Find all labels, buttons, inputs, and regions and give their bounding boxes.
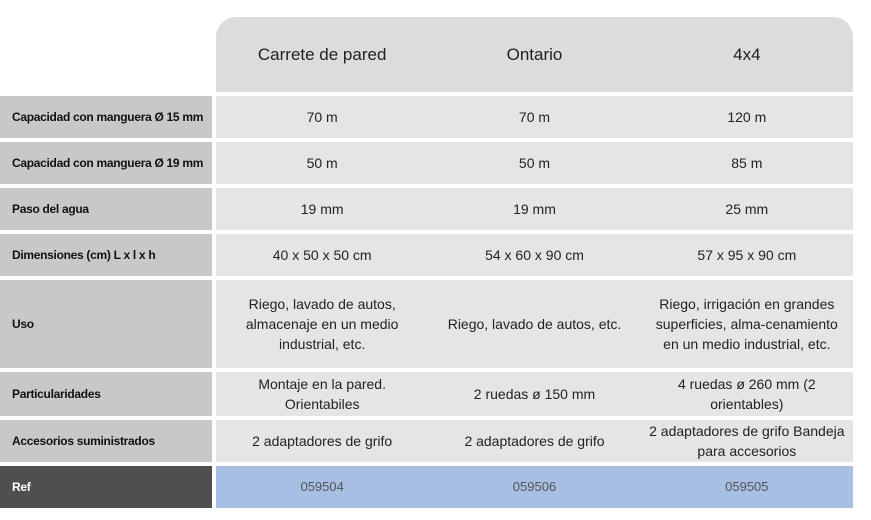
table-cell: 54 x 60 x 90 cm: [485, 247, 584, 263]
table-row: [0, 234, 853, 276]
table-cell: 120 m: [727, 109, 767, 125]
table-cell: 70 m: [306, 109, 338, 125]
table-cell: 2 ruedas ø 150 mm: [473, 386, 596, 402]
ref-row: [0, 466, 853, 508]
ref-code: 059505: [725, 479, 769, 494]
table-cell: 50 m: [518, 155, 551, 171]
table-cell: 25 mm: [725, 201, 769, 217]
table-row: [0, 280, 853, 368]
row-label: Capacidad con manguera Ø 15 mm: [0, 96, 212, 138]
table-cell: 57 x 95 x 90 cm: [697, 247, 797, 263]
table-row: [0, 96, 853, 138]
table-row: [0, 420, 853, 462]
table-row: [0, 142, 853, 184]
table-row: [0, 188, 853, 230]
table-cell: Riego, lavado de autos, etc.: [447, 316, 622, 332]
table-cell: 40 x 50 x 50 cm: [272, 247, 372, 263]
table-cell: Montaje en la pared. Orientabiles: [258, 376, 386, 412]
table-header: [216, 17, 853, 92]
table-cell: 2 adaptadores de grifo: [252, 433, 393, 449]
column-header-4x4: 4x4: [733, 44, 761, 64]
ref-code: 059506: [512, 479, 557, 494]
ref-label: Ref: [0, 466, 212, 508]
table-cell: 70 m: [518, 109, 551, 125]
column-header-ontario: Ontario: [506, 44, 563, 64]
table-cell: 4 ruedas ø 260 mm (2 orientables): [677, 376, 816, 412]
row-label: Paso del agua: [0, 188, 212, 230]
ref-code: 059504: [300, 479, 344, 494]
row-label: Uso: [0, 280, 212, 368]
row-label: Particularidades: [0, 372, 212, 416]
table-cell: 19 mm: [300, 201, 344, 217]
row-label: Capacidad con manguera Ø 19 mm: [0, 142, 212, 184]
table-cell: 2 adaptadores de grifo Bandeja para accesorios: [649, 423, 845, 459]
table-cell: Riego, irrigación en grandes superficies, alma-cenamiento en un medio industrial, etc.: [655, 296, 838, 352]
column-header-carrete: Carrete de pared: [257, 44, 387, 64]
table-cell: Riego, lavado de autos, almacenaje en un medio industrial, etc.: [245, 296, 399, 352]
table-cell: 2 adaptadores de grifo: [464, 433, 605, 449]
table-cell: 19 mm: [513, 201, 556, 217]
row-label: Dimensiones (cm) L x l x h: [0, 234, 212, 276]
table-row: [0, 372, 853, 416]
table-cell: 85 m: [731, 155, 763, 171]
table-cell: 50 m: [306, 155, 338, 171]
row-label: Accesorios suministrados: [0, 420, 212, 462]
